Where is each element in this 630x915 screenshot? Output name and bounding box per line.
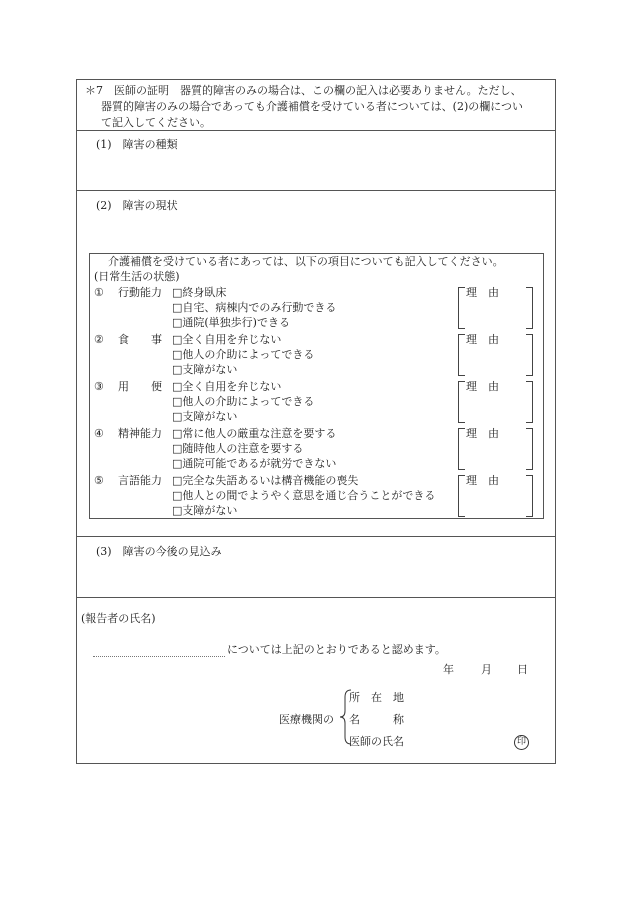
reason-label: 理 由	[466, 427, 499, 440]
reason-label: 理 由	[466, 286, 499, 299]
item-number: ②	[94, 333, 104, 346]
reason-bracket-right	[526, 287, 533, 329]
date-day-label: 日	[517, 663, 528, 676]
reason-bracket-right	[526, 381, 533, 423]
reason-bracket-right	[526, 428, 533, 470]
note-line-1: ＊7 医師の証明 器質的障害のみの場合は、この欄の記入は必要ありません。ただし、	[85, 84, 522, 97]
section-2-title: (2) 障害の現状	[96, 199, 178, 212]
address-label: 所 在 地	[349, 691, 404, 704]
daily-living-box	[89, 253, 544, 519]
reporter-name-field[interactable]	[93, 656, 225, 657]
option-checkbox[interactable]: □終身臥床	[172, 286, 227, 299]
option-checkbox[interactable]: □他人の介助によってできる	[172, 395, 315, 408]
item-label: 精神能力	[118, 427, 162, 440]
doctor-name-label: 医師の氏名	[349, 735, 404, 748]
reason-bracket-left	[458, 287, 465, 329]
reason-bracket-right	[526, 475, 533, 517]
name-label: 名 称	[349, 713, 404, 726]
item-number: ③	[94, 380, 104, 393]
item-number: ⑤	[94, 474, 104, 487]
reason-label: 理 由	[466, 474, 499, 487]
item-label: 言語能力	[118, 474, 162, 487]
institution-prefix: 医療機関の	[279, 713, 334, 726]
option-checkbox[interactable]: □他人の介助によってできる	[172, 348, 315, 361]
item-label: 食 事	[118, 333, 162, 346]
option-checkbox[interactable]: □全く自用を弁じない	[172, 380, 282, 393]
divider	[77, 536, 555, 537]
section-3-title: (3) 障害の今後の見込み	[96, 545, 222, 558]
certify-text: については上記のとおりであると認めます。	[227, 643, 446, 656]
reason-bracket-left	[458, 428, 465, 470]
option-checkbox[interactable]: □支障がない	[172, 504, 238, 517]
option-checkbox[interactable]: □支障がない	[172, 410, 238, 423]
option-checkbox[interactable]: □通院(単独歩行)できる	[172, 316, 290, 329]
item-label: 行動能力	[118, 286, 162, 299]
divider	[77, 597, 555, 598]
divider	[77, 190, 555, 191]
option-checkbox[interactable]: □通院可能であるが就労できない	[172, 457, 337, 470]
date-month-label: 月	[481, 663, 492, 676]
date-year-label: 年	[443, 663, 454, 676]
reporter-label: (報告者の氏名)	[81, 612, 156, 625]
note-line-2: 器質的障害のみの場合であっても介護補償を受けている者については、(2)の欄につい	[101, 100, 524, 113]
option-checkbox[interactable]: □常に他人の厳重な注意を要する	[172, 427, 337, 440]
reason-bracket-left	[458, 381, 465, 423]
option-checkbox[interactable]: □全く自用を弁じない	[172, 333, 282, 346]
option-checkbox[interactable]: □随時他人の注意を要する	[172, 442, 304, 455]
option-checkbox[interactable]: □自宅、病棟内でのみ行動できる	[172, 301, 337, 314]
reason-bracket-right	[526, 334, 533, 376]
note-line-3: て記入してください。	[101, 116, 211, 129]
item-label: 用 便	[118, 380, 162, 393]
option-checkbox[interactable]: □他人との間でようやく意思を通じ合うことができる	[172, 489, 436, 502]
item-number: ④	[94, 427, 104, 440]
instruction-text: 介護補償を受けている者にあっては、以下の項目についても記入してください。	[108, 255, 504, 268]
daily-living-subheading: (日常生活の状態)	[94, 270, 180, 283]
section-1-title: (1) 障害の種類	[96, 138, 178, 151]
option-checkbox[interactable]: □完全な失語あるいは構音機能の喪失	[172, 474, 359, 487]
certificate-frame	[76, 79, 556, 764]
reason-label: 理 由	[466, 333, 499, 346]
option-checkbox[interactable]: □支障がない	[172, 363, 238, 376]
reason-bracket-left	[458, 475, 465, 517]
seal-icon: 印	[514, 735, 529, 750]
item-number: ①	[94, 286, 104, 299]
reason-bracket-left	[458, 334, 465, 376]
divider	[77, 130, 555, 131]
reason-label: 理 由	[466, 380, 499, 393]
